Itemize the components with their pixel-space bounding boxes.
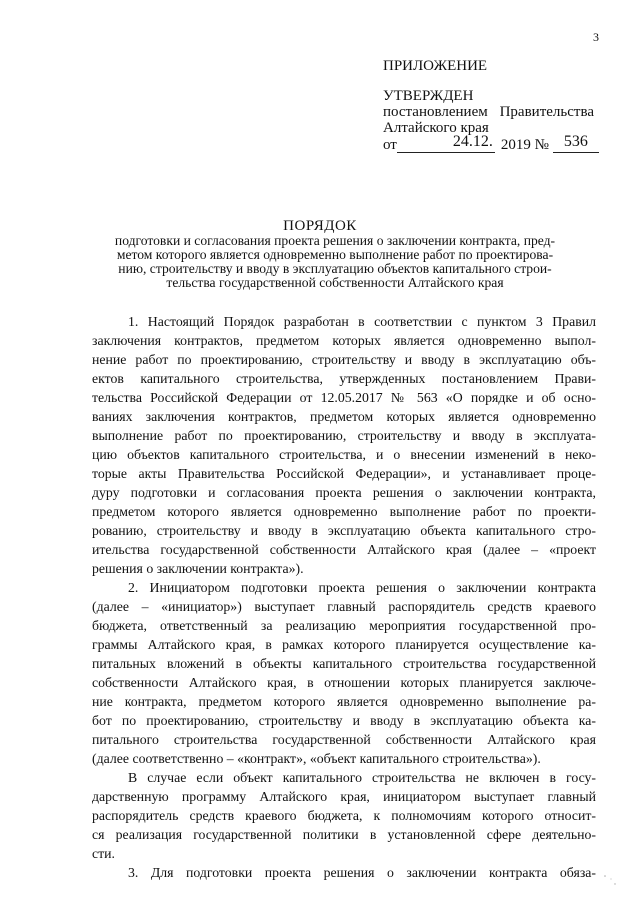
paragraph-line: торые акты Правительства Российской Федерации», и устанавливает проце- [92,466,596,481]
date-blank [397,133,495,153]
date-prefix: от [383,137,397,153]
paragraph-line: сти. [92,846,115,861]
page-number: 3 [593,30,599,44]
paragraph-line: питальных вложений в объекты капитального строительства государственной [92,656,596,671]
subtitle-line: тельства государственной собственности Алтайского края [166,275,504,290]
decree-line [383,104,594,120]
paragraph-line: предметом которого является одновременно выполнение работ по проекти- [92,504,596,519]
subtitle-line: метом которого является одновременно выполнение работ по проектирова- [116,247,554,262]
document-subtitle [90,234,580,290]
paragraph-line: В случае если объект капитального строительства не включен в госу- [128,770,596,785]
paragraph-line: ительства государственной собственности Алтайского края (далее – «проект [92,542,596,557]
decree-year: 2019 № [500,137,549,153]
appendix-block [383,58,623,153]
decree-number: 536 [563,133,588,150]
paragraph-line: рованию, строительству и вводу в эксплуатацию объекта капитального стро- [92,523,596,538]
number-blank [553,133,599,153]
paragraph-line: ектов капитального строительства, утвержденных постановлением Прави- [92,371,596,386]
paragraph-line: 3. Для подготовки проекта решения о заключении контракта обяза- [128,865,596,880]
paragraph-line: собственности Алтайского края, в отношении которых планируется заключе- [92,675,596,690]
paragraph-line: (далее – «инициатор») выступает главный распорядитель средств краевого [92,599,596,614]
decree-date: 24.12. [452,133,493,150]
paragraph-line: 2. Инициатором подготовки проекта решения о заключении контракта [128,580,596,595]
paragraph-line: нение работ по проектированию, строительству и вводу в эксплуатацию объ- [92,352,596,367]
subtitle-line: подготовки и согласования проекта решения о заключении контракта, пред- [114,233,556,248]
paragraph-line: ние контракта, предметом которого является одновременно выполнение ра- [92,694,596,709]
paragraph-line: питального строительства государственной собственности Алтайского края [92,732,596,747]
date-line [383,133,623,153]
paragraph-line: тельства Российской Федерации от 12.05.2017 № 563 «О порядке и об осно- [92,390,596,405]
paragraph-line: распорядитель средств краевого бюджета, к полномочиям которого относит- [92,808,596,823]
paragraph-line: граммы Алтайского края, в рамках которого планируется осуществление ка- [92,637,596,652]
subtitle-line: нию, строительству и вводу в эксплуатацию объектов капитального строи- [118,261,552,276]
paragraph-line: заключения контрактов, предметом которых является одновременно выпол- [92,333,596,348]
paragraph-line: ся реализация государственной политики в установленной сфере деятельно- [92,827,596,842]
paragraph-line: 1. Настоящий Порядок разработан в соответствии с пунктом 3 Правил [128,314,596,329]
paragraph-line: бот по проектированию, строительству и вводу в эксплуатацию объекта ка- [92,713,596,728]
paragraph-line: цию объектов капитального строительства, и о внесении изменений в неко- [92,447,596,462]
paragraph-line: ваниях заключения контрактов, предметом которых является одновременно [92,409,596,424]
region-line: Алтайского края [383,120,489,136]
scan-artifact [601,873,619,887]
approved-label: УТВЕРЖДЕН [383,88,474,104]
paragraph-line: выполнение работ по проектированию, строительству и вводу в эксплуата- [92,428,596,443]
paragraph-line: (далее соответственно – «контракт», «объект капитального строительства»). [92,751,541,766]
scan-artifact-icon [601,873,619,887]
decree-word: постановлением [383,104,488,120]
paragraph-line: дуру подготовки и согласования проекта решения о заключении контракта, [92,485,596,500]
paragraph-line: решения о заключении контракта»). [92,561,304,576]
appendix-title: ПРИЛОЖЕНИЕ [383,58,488,74]
paragraph-line: дарственную программу Алтайского края, инициатором выступает главный [92,789,596,804]
paragraph-line: бюджета, ответственный за реализацию мероприятия государственной про- [92,618,596,633]
document-title: ПОРЯДОК [283,218,357,234]
government-word: Правительства [499,104,594,120]
